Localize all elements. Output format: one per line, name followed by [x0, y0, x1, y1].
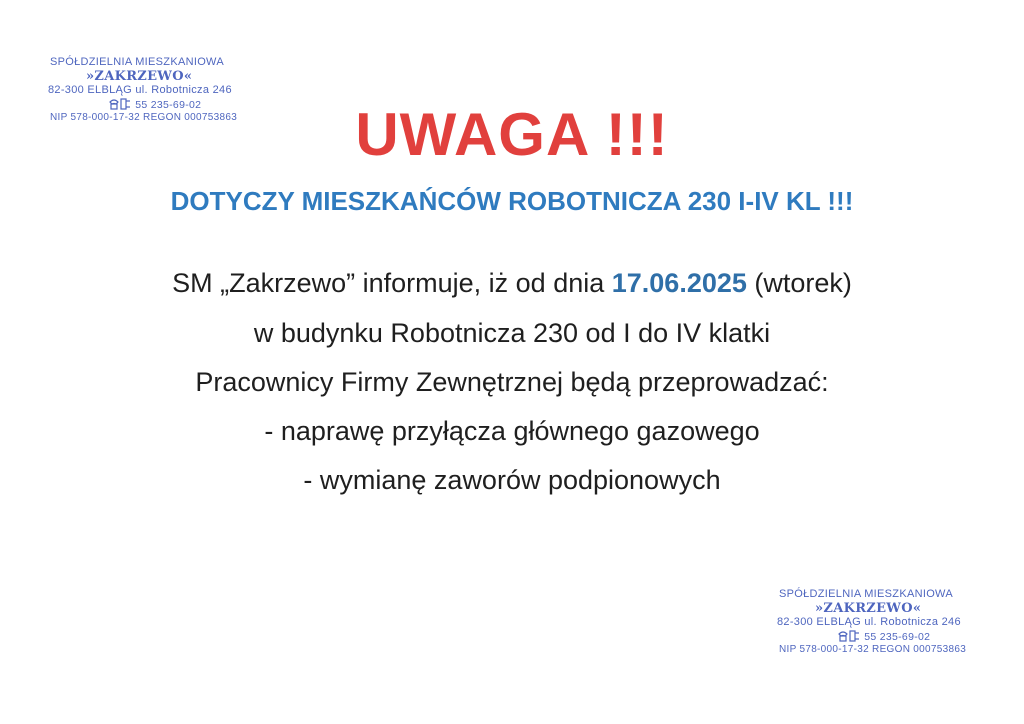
- stamp-phone-number: 55 235-69-02: [864, 631, 931, 643]
- stamp-phone-line: [837, 630, 930, 643]
- stamp-registration: NIP 578-000-17-32 REGON 000753863: [50, 112, 238, 120]
- stamp-registration: NIP 578-000-17-32 REGON 000753863: [779, 644, 967, 652]
- stamp-brand: »ZAKRZEWO«: [815, 601, 922, 616]
- notice-line-3: Pracownicy Firmy Zewnętrznej będą przeprowadzać:: [195, 367, 829, 397]
- notice-title: UWAGA !!!: [355, 101, 669, 168]
- notice-line-5: - wymianę zaworów podpionowych: [303, 465, 721, 495]
- stamp-brand: »ZAKRZEWO«: [86, 69, 193, 84]
- stamp-cooperative-name: SPÓŁDZIELNIA MIESZKANIOWA: [779, 588, 953, 600]
- notice-line-1-start: SM „Zakrzewo” informuje, iż od dnia: [172, 268, 612, 298]
- notice-line-4: - naprawę przyłącza głównego gazowego: [264, 416, 760, 446]
- stamp-phone-number: 55 235-69-02: [135, 99, 202, 111]
- notice-subtitle: DOTYCZY MIESZKAŃCÓW ROBOTNICZA 230 I-IV KL !!!: [170, 186, 854, 216]
- stamp-bottom: [775, 588, 975, 660]
- notice-date: 17.06.2025: [611, 268, 747, 298]
- phone-icon: [837, 630, 861, 642]
- stamp-address: 82-300 ELBLĄG ul. Robotnicza 246: [777, 616, 961, 628]
- stamp-cooperative-name: SPÓŁDZIELNIA MIESZKANIOWA: [50, 56, 224, 68]
- notice-line-2: w budynku Robotnicza 230 od I do IV klatki: [253, 318, 771, 348]
- stamp-address: 82-300 ELBLĄG ul. Robotnicza 246: [48, 84, 232, 96]
- notice-line-1-end: (wtorek): [746, 268, 852, 298]
- notice-line-1: [0, 268, 1024, 299]
